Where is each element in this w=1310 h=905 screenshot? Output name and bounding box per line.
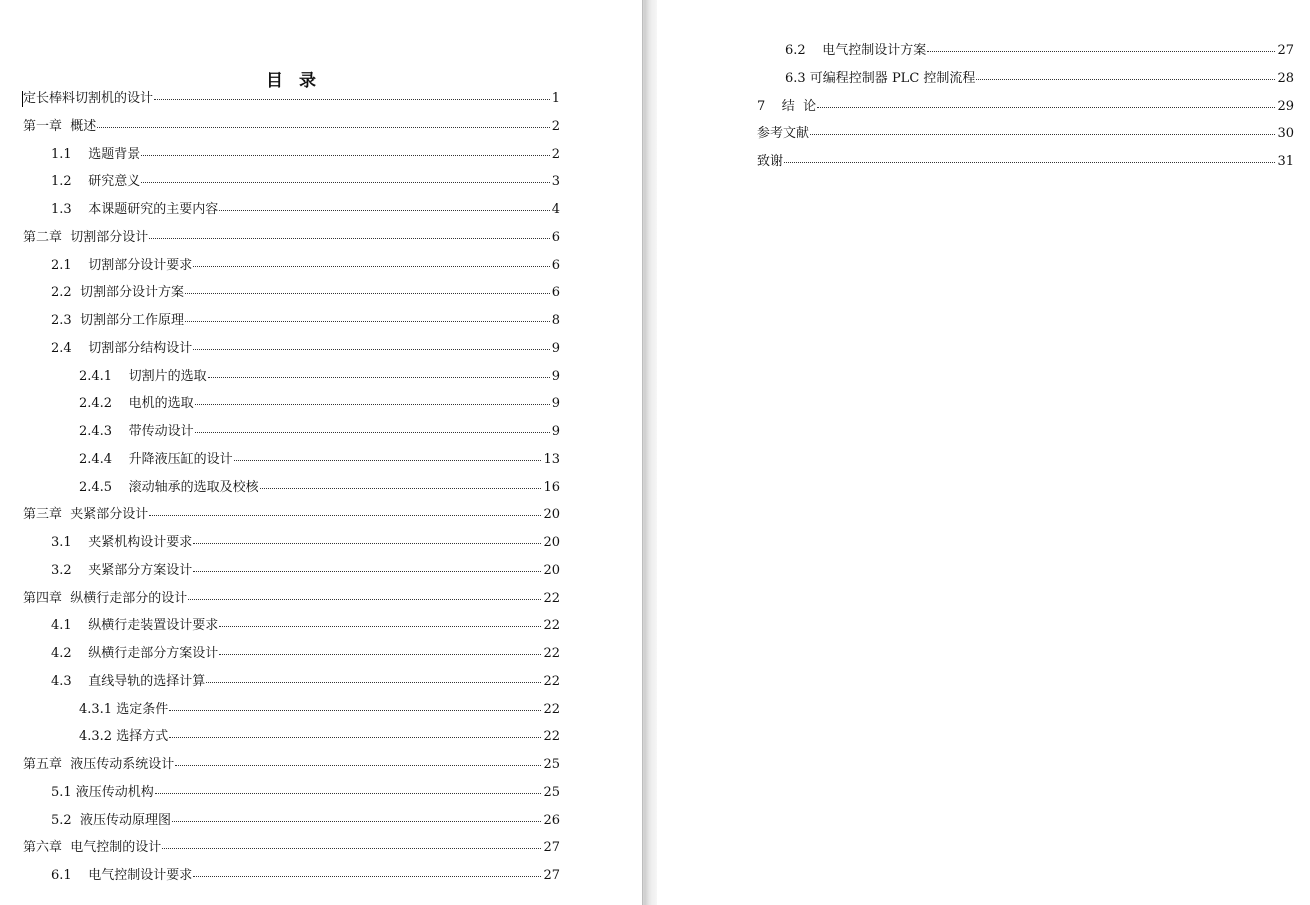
toc-entry[interactable] xyxy=(51,645,560,663)
toc-entry-page-number: 6 xyxy=(551,229,560,245)
toc-dot-leader xyxy=(219,210,550,211)
toc-dot-leader xyxy=(154,99,550,100)
toc-dot-leader xyxy=(185,321,550,322)
toc-entry-page-number: 2 xyxy=(551,146,560,162)
toc-entry[interactable] xyxy=(23,90,560,108)
toc-entry-page-number: 31 xyxy=(1277,154,1294,169)
toc-entry-title: 参考文献 xyxy=(757,126,810,142)
toc-entry-title: 第一章 概述 xyxy=(23,118,97,134)
toc-entry-title: 2.3 切割部分工作原理 xyxy=(51,313,184,328)
toc-entry-title: 1.3 本课题研究的主要内容 xyxy=(51,202,219,217)
toc-dot-leader xyxy=(169,710,541,711)
toc-entry-title: 4.3.2 选择方式 xyxy=(79,729,169,745)
document-page-left xyxy=(0,0,642,905)
toc-entry-page-number: 26 xyxy=(543,812,560,828)
toc-entry-page-number: 4 xyxy=(551,202,560,217)
toc-entry[interactable] xyxy=(23,229,560,247)
toc-dot-leader xyxy=(219,654,541,655)
toc-entry[interactable] xyxy=(79,701,560,719)
toc-title-char-1: 目 xyxy=(266,71,285,91)
toc-entry-page-number: 20 xyxy=(543,535,560,550)
toc-dot-leader xyxy=(141,182,550,183)
toc-entry-page-number: 6 xyxy=(551,257,560,273)
toc-entry[interactable] xyxy=(51,312,560,330)
toc-dot-leader xyxy=(219,626,541,627)
toc-title xyxy=(0,66,584,91)
toc-entry[interactable] xyxy=(51,784,560,802)
toc-dot-leader xyxy=(193,266,550,267)
toc-entry-title: 7 结 论 xyxy=(757,98,817,114)
toc-entry[interactable] xyxy=(79,451,560,469)
toc-entry[interactable] xyxy=(23,756,560,774)
toc-entry[interactable] xyxy=(785,70,1294,88)
toc-dot-leader xyxy=(810,134,1275,135)
toc-entry-page-number: 1 xyxy=(551,91,560,106)
toc-entry-title: 2.4 切割部分结构设计 xyxy=(51,340,193,356)
toc-dot-leader xyxy=(141,155,550,156)
toc-entry-title: 3.2 夹紧部分方案设计 xyxy=(51,562,193,578)
toc-entry[interactable] xyxy=(757,153,1294,171)
toc-entry[interactable] xyxy=(51,562,560,580)
toc-entry-title: 第四章 纵横行走部分的设计 xyxy=(23,590,188,606)
toc-entry[interactable] xyxy=(51,867,560,885)
toc-entry-title: 2.1 切割部分设计要求 xyxy=(51,257,193,273)
toc-entry-title: 1.1 选题背景 xyxy=(51,146,141,162)
toc-entry[interactable] xyxy=(51,534,560,552)
toc-dot-leader xyxy=(784,162,1275,163)
toc-entry-title: 5.2 液压传动原理图 xyxy=(51,812,171,828)
toc-entry[interactable] xyxy=(23,118,560,136)
toc-dot-leader xyxy=(162,848,541,849)
toc-dot-leader xyxy=(208,377,550,378)
toc-entry-page-number: 13 xyxy=(543,451,560,467)
toc-entry-title: 4.2 纵横行走部分方案设计 xyxy=(51,646,219,661)
toc-entry-page-number: 30 xyxy=(1277,126,1294,142)
toc-entry-page-number: 25 xyxy=(543,784,560,800)
toc-entry-page-number: 16 xyxy=(543,479,560,495)
toc-entry-title: 2.4.2 电机的选取 xyxy=(79,396,194,412)
toc-entry-page-number: 3 xyxy=(551,174,560,190)
toc-dot-leader xyxy=(193,571,541,572)
toc-entry-page-number: 2 xyxy=(551,118,560,134)
toc-dot-leader xyxy=(175,765,541,766)
toc-entry[interactable] xyxy=(757,125,1294,143)
toc-entry[interactable] xyxy=(51,340,560,358)
toc-entry[interactable] xyxy=(51,146,560,164)
toc-dot-leader xyxy=(188,599,541,600)
toc-dot-leader xyxy=(260,488,542,489)
toc-entry[interactable] xyxy=(23,839,560,857)
toc-dot-leader xyxy=(234,460,542,461)
toc-dot-leader xyxy=(97,127,549,128)
page-gutter xyxy=(642,0,657,905)
toc-dot-leader xyxy=(193,349,550,350)
toc-entry-title: 4.1 纵横行走装置设计要求 xyxy=(51,618,219,634)
toc-entry-title: 6.2 电气控制设计方案 xyxy=(785,43,927,58)
toc-entry[interactable] xyxy=(79,479,560,497)
toc-dot-leader xyxy=(172,821,542,822)
toc-dot-leader xyxy=(169,737,541,738)
toc-entry-title: 6.1 电气控制设计要求 xyxy=(51,868,193,883)
toc-entry[interactable] xyxy=(757,98,1294,116)
toc-entry-page-number: 9 xyxy=(551,424,560,439)
toc-dot-leader xyxy=(193,543,541,544)
toc-entry[interactable] xyxy=(23,590,560,608)
toc-entry-page-number: 27 xyxy=(543,840,560,856)
toc-dot-leader xyxy=(927,51,1275,52)
toc-entry-title: 致谢 xyxy=(757,154,784,169)
toc-title-char-2: 录 xyxy=(299,71,318,91)
toc-entry-title: 2.4.5 滚动轴承的选取及校核 xyxy=(79,479,259,495)
toc-entry-page-number: 28 xyxy=(1277,70,1294,86)
toc-entry-page-number: 9 xyxy=(551,396,560,412)
toc-entry-page-number: 27 xyxy=(543,868,560,883)
toc-entry-title: 第六章 电气控制的设计 xyxy=(23,840,162,856)
toc-entry-title: 3.1 夹紧机构设计要求 xyxy=(51,535,193,550)
toc-entry[interactable] xyxy=(79,368,560,386)
toc-entry[interactable] xyxy=(51,673,560,691)
toc-entry-title: 2.2 切割部分设计方案 xyxy=(51,285,184,301)
toc-entry-page-number: 29 xyxy=(1277,98,1294,114)
toc-entry-page-number: 22 xyxy=(543,673,560,689)
toc-entry-page-number: 22 xyxy=(543,646,560,661)
toc-entry-page-number: 8 xyxy=(551,313,560,328)
toc-dot-leader xyxy=(206,682,541,683)
toc-dot-leader xyxy=(195,432,550,433)
toc-entry[interactable] xyxy=(51,617,560,635)
toc-entry-page-number: 9 xyxy=(551,340,560,356)
toc-entry-title: 2.4.1 切割片的选取 xyxy=(79,368,207,384)
toc-entry-title: 4.3 直线导轨的选择计算 xyxy=(51,673,206,689)
toc-dot-leader xyxy=(155,793,542,794)
toc-entry[interactable] xyxy=(785,42,1294,60)
toc-dot-leader xyxy=(185,293,550,294)
toc-entry-page-number: 22 xyxy=(543,729,560,745)
toc-entry[interactable] xyxy=(79,728,560,746)
page-gutter-edge xyxy=(642,0,643,905)
toc-entry[interactable] xyxy=(51,812,560,830)
toc-entry-title: 第五章 液压传动系统设计 xyxy=(23,757,175,772)
toc-entry-title: 6.3 可编程控制器 PLC 控制流程 xyxy=(785,70,976,86)
toc-entry[interactable] xyxy=(79,423,560,441)
toc-entry-page-number: 20 xyxy=(543,562,560,578)
toc-entry-title: 定长棒料切割机的设计 xyxy=(23,91,154,106)
toc-dot-leader xyxy=(195,404,550,405)
toc-dot-leader xyxy=(149,515,541,516)
toc-entry-page-number: 27 xyxy=(1277,43,1294,58)
toc-dot-leader xyxy=(976,79,1275,80)
toc-entry-title: 1.2 研究意义 xyxy=(51,174,141,190)
toc-entry[interactable] xyxy=(51,284,560,302)
toc-entry[interactable] xyxy=(79,395,560,413)
toc-entry-page-number: 22 xyxy=(543,618,560,634)
toc-entry-title: 2.4.3 带传动设计 xyxy=(79,424,194,439)
toc-entry-title: 第三章 夹紧部分设计 xyxy=(23,507,149,523)
toc-entry[interactable] xyxy=(51,173,560,191)
toc-entry-page-number: 22 xyxy=(543,701,560,717)
toc-entry[interactable] xyxy=(23,506,560,524)
toc-entry[interactable] xyxy=(51,201,560,219)
toc-entry-title: 第二章 切割部分设计 xyxy=(23,229,149,245)
toc-entry-page-number: 22 xyxy=(543,590,560,606)
toc-dot-leader xyxy=(149,238,549,239)
toc-entry-title: 5.1 液压传动机构 xyxy=(51,784,154,800)
toc-entry-page-number: 6 xyxy=(551,285,560,301)
document-page-right xyxy=(657,0,1310,905)
toc-entry-page-number: 25 xyxy=(543,757,560,772)
toc-entry-title: 2.4.4 升降液压缸的设计 xyxy=(79,451,233,467)
toc-entry[interactable] xyxy=(51,257,560,275)
toc-entry-page-number: 9 xyxy=(551,368,560,384)
toc-entry-page-number: 20 xyxy=(543,507,560,523)
toc-dot-leader xyxy=(193,876,541,877)
toc-dot-leader xyxy=(817,107,1275,108)
toc-entry-title: 4.3.1 选定条件 xyxy=(79,701,169,717)
